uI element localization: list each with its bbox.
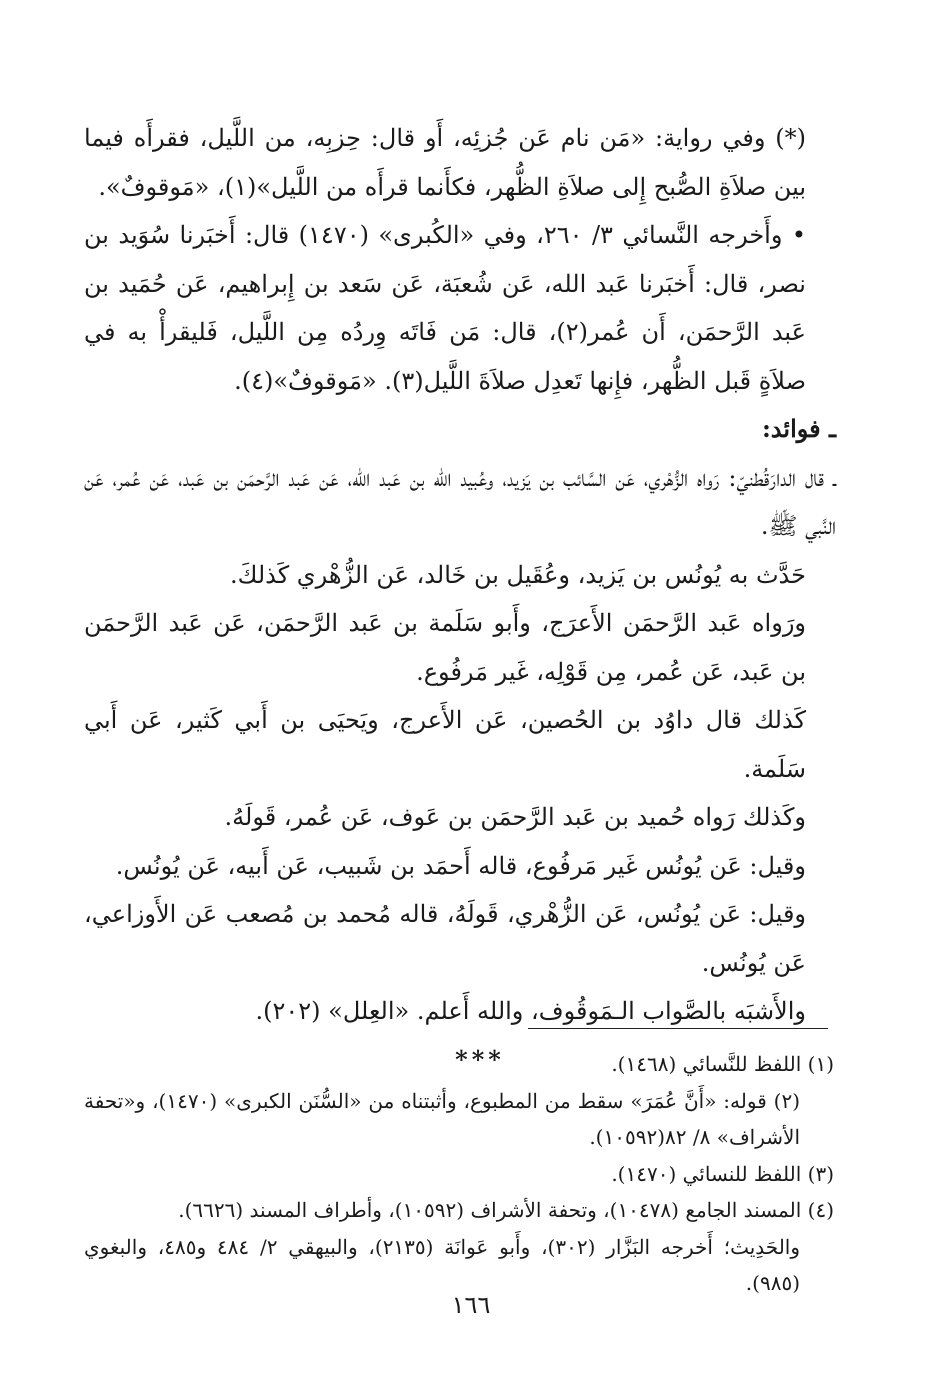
main-text xyxy=(84,114,836,1084)
page-number: ١٦٦ xyxy=(451,1291,491,1319)
paragraph-araj: ورَواه عَبد الرَّحمَن الأَعرَج، وأَبو سَلَمة بن عَبد الرَّحمَن، عَن عَبد الرَّحمَن بن عَبد، عَن عُمر، مِن قَوْلِه، غَير مَرفُوع. xyxy=(84,609,806,686)
paragraph-narration: (*) وفي رواية: «مَن نام عَن جُزئِه، أَو قال: حِزبِه، من اللَّيل، فقرأَه فيما بين صلاَةِ الصُّبح إِلى صلاَةِ الظُّهر، فكأَنما قرأَه من اللَّيل»(١)، «مَوقوفٌ». xyxy=(84,124,806,201)
benefits-heading: ـ فوائد: xyxy=(761,414,836,443)
paragraph-shabib: وقيل: عَن يُونُس غَير مَرفُوع، قاله أَحمَد بن شَبيب، عَن أَبيه، عَن يُونُس. xyxy=(115,851,806,880)
section-separator: *** xyxy=(455,1044,505,1074)
footnote-1: (١) اللفظ للنَّسائي (١٤٦٨). xyxy=(611,1052,834,1076)
footnote-rule xyxy=(528,1028,828,1029)
footnote-2: (٢) قوله: «أَنَّ عُمَرَ» سقط من المطبوع، وأثبتناه من «السُّنَن الكبرى» (١٤٧٠)، و«تحفة الأشراف» ٨/ ٨٢(١٠٥٩٢). xyxy=(84,1088,800,1149)
footnote-3: (٣) اللفظ للنسائي (١٤٧٠). xyxy=(611,1161,834,1186)
footnotes xyxy=(84,1046,834,1302)
paragraph-humaid: وكَذلك رَواه حُميد بن عَبد الرَّحمَن بن عَوف، عَن عُمر، قَولَهُ. xyxy=(224,803,806,831)
paragraph-dawud: كَذلك قال داوُد بن الحُصين، عَن الأَعرج، ويَحيَى بن أَبي كَثير، عَن أَبي سَلَمة. xyxy=(84,706,806,783)
paragraph-nasai-takhrij: • وأَخرجه النَّسائي ٣/ ٢٦٠، وفي «الكُبرى» (١٤٧٠) قال: أَخبَرنا سُوَيد بن نصر، قال: أَخبَرنا عَبد الله، عَن شُعبَة، عَن سَعد بن إِبراهيم، عَن حُمَيد بن عَبد الرَّحمَن، أَن عُمر(٢)، قال: مَن فَاتَه وِردُه مِن اللَّيل، فَليقرأْ به في صلاَةٍ قَبل الظُّهر، فإِنها تَعدِل صلاَةَ اللَّيل(٣). «مَوقوفٌ»(٤). xyxy=(84,221,806,395)
footnote-4: (٤) المسند الجامع (١٠٤٧٨)، وتحفة الأشراف (١٠٥٩٢)، وأطراف المسند (٦٦٢٦). xyxy=(178,1198,834,1222)
paragraph-conclusion: والأَشبَه بالصَّواب الـمَوقُوف، والله أَعلم. «العِلل» (٢٠٢). xyxy=(255,997,806,1025)
paragraph-daraqutni: ـ قال الدارَقُطنيّ: رَواه الزُّهْري، عَن السَّائب بن يَزيد، وعُبيد الله بن عَبد الله، عَن عَبد الرَّحمَن بن عَبد، عَن عُمر، عَن النَّبي ﷺ. xyxy=(84,463,837,540)
footnote-4-continuation: والحَدِيث؛ أَخرجه البَزَّار (٣٠٢)، وأَبو عَوانَة (٢١٣٥)، والبيهقي ٢/ ٤٨٤ و٤٨٥، والبغوي (٩٨٥). xyxy=(84,1234,801,1295)
paragraph-awzai: وقيل: عَن يُونُس، عَن الزُّهْري، قَولَهُ، قاله مُحمد بن مُصعب عَن الأَوزاعي، عَن يُونُس. xyxy=(84,900,806,977)
paragraph-yunus: حَدَّث به يُونُس بن يَزيد، وعُقَيل بن خَالد، عَن الزُّهْري كَذلكَ. xyxy=(229,560,806,589)
